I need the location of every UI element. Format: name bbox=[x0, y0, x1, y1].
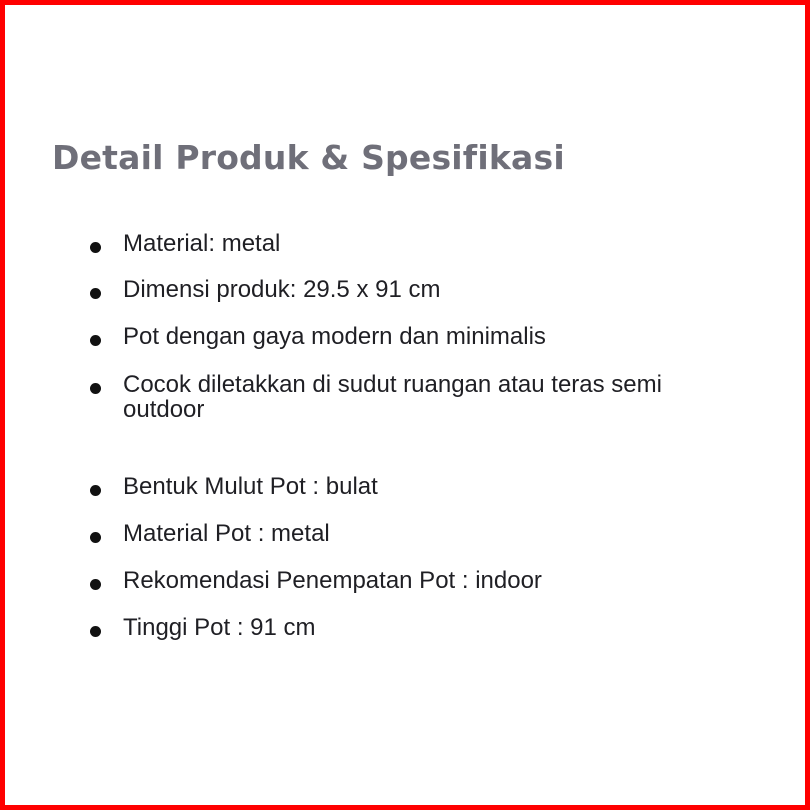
bullet-icon bbox=[90, 579, 101, 590]
spec-style: Pot dengan gaya modern dan minimalis bbox=[123, 323, 546, 350]
bullet-icon bbox=[90, 485, 101, 496]
page-title: Detail Produk & Spesifikasi bbox=[52, 138, 565, 177]
bullet-icon bbox=[90, 335, 101, 346]
bullet-icon bbox=[90, 288, 101, 299]
spec-pot-height: Tinggi Pot : 91 cm bbox=[123, 614, 316, 641]
spec-pot-placement: Rekomendasi Penempatan Pot : indoor bbox=[123, 567, 542, 594]
spec-pot-material: Material Pot : metal bbox=[123, 520, 330, 547]
spec-pot-mouth: Bentuk Mulut Pot : bulat bbox=[123, 473, 378, 500]
bullet-icon bbox=[90, 626, 101, 637]
spec-placement: Cocok diletakkan di sudut ruangan atau teras semi outdoor bbox=[123, 371, 662, 423]
bullet-icon bbox=[90, 532, 101, 543]
spec-dimension: Dimensi produk: 29.5 x 91 cm bbox=[123, 276, 441, 303]
spec-material: Material: metal bbox=[123, 230, 281, 257]
bullet-icon bbox=[90, 242, 101, 253]
bullet-icon bbox=[90, 383, 101, 394]
